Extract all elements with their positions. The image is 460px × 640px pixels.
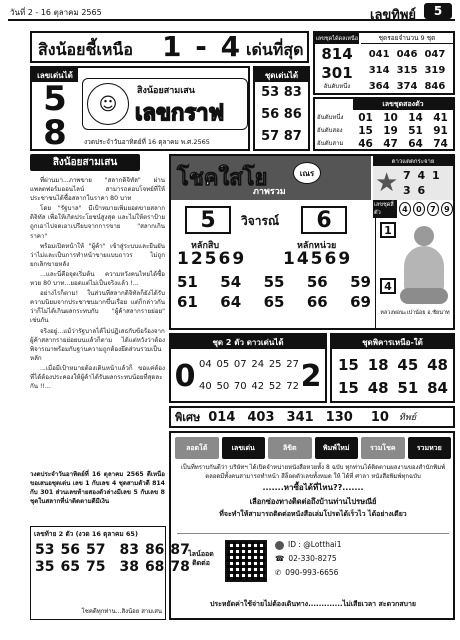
choke-row — [177, 292, 371, 312]
series-right-label: ชุดรอยจำนวน 9 ชุด — [361, 33, 453, 44]
star-value: 40 — [199, 380, 212, 392]
ad-brands — [175, 437, 451, 459]
star-value: 27 — [286, 358, 299, 370]
series-value: 374 — [396, 80, 418, 92]
box-value: 38 — [119, 558, 139, 575]
four-digit: 4 — [399, 202, 411, 216]
ad-contact — [177, 533, 449, 593]
box-value: 78 — [170, 558, 190, 575]
article-box-row — [35, 558, 190, 575]
mobile-row — [275, 566, 385, 580]
series-right-rows — [361, 46, 453, 94]
featured-digit-1: 5 — [43, 79, 67, 119]
units-label: หลักหน่วย — [297, 241, 337, 251]
featured-digit-2: 8 — [43, 113, 67, 153]
special-row — [169, 406, 455, 428]
article-paragraph: พร้อมเปิดหน้าให้ "ผู้ค้า" เข้าสู่ระบบและยืนยันว่าไม่และเป็นการทำหน้าขายแบบถาวร ไม่ถูกยกเลิกขายหลัง — [30, 242, 165, 268]
choke-badge: เณร — [293, 162, 321, 184]
brand-name: เลขทิพย์ — [370, 8, 417, 23]
issue-date: วันที่ 2 - 16 ตุลาคม 2565 — [10, 8, 102, 17]
vijarn-word: วิจารณ์ — [241, 214, 280, 228]
ad-brand: ลิขิต — [268, 437, 312, 459]
choke-value: 59 — [350, 273, 371, 291]
banner-range: 1 - 4 — [162, 30, 243, 63]
choke-rows — [177, 272, 371, 312]
phone-number: 090-993-6656 — [285, 568, 339, 577]
vijarn-row — [175, 206, 371, 234]
box-value: 53 — [35, 541, 55, 558]
article-box-label: เลขท้าย 2 ตัว (งวด 16 ตุลาคม 65) — [34, 530, 138, 538]
ad-brand: รวมโชค — [361, 437, 405, 459]
two-digit-label: เลขชุดสองตัว — [353, 99, 453, 110]
ad-line: เลือกซ่องทางติดต่อถึงบ้านท่านไปรษณีย์ — [249, 497, 377, 506]
choke-value: 65 — [263, 293, 285, 311]
ad-brand: พิมพ์ใหม่ — [315, 437, 359, 459]
star-pairs-box — [169, 333, 327, 403]
series-left-label: เลขชุดได้ดลเหนือ — [315, 33, 359, 44]
star-icon: ★ — [375, 168, 399, 198]
series-value: 314 — [368, 64, 390, 76]
article-paragraph: อย่างไรก็ตาม! ในส่วนที่สลากดิจิทัลก็ยังได้รับความนิยมจากประชาชนมากขึ้นเรื่อย แต่ก็กล่าวกันว่าก็ไม่ได้เกินผลกระทบกับ "ผู้ค้าสลากรายย่อย" เช่นกัน — [30, 290, 165, 325]
contact-list — [275, 538, 385, 580]
ad-line: ที่จะทำให้สามารถติดต่อหนังสือเล่มโปรดได้เร็วไว ได้อย่างเดียว — [219, 510, 407, 518]
special-value: 130 — [325, 409, 353, 425]
box-value: 83 — [119, 541, 139, 558]
two-digit-rows — [315, 111, 453, 150]
article-paragraph: ...เมื่อมีเป้าหมายต้องเดินหน้าแล้วก็ ขอแค่ต้องที่ได้ต้องประคองให้ผู้ค้าได้รับผลกระทบน้อยที่สุดละกัน !!... — [30, 364, 165, 391]
two-digit-value: 41 — [433, 111, 448, 124]
two-digit-value: 74 — [433, 137, 448, 150]
page-number: 5 — [424, 3, 452, 19]
two-digit-value: 15 — [358, 124, 373, 137]
pairs-label: ชุดเด่นได้ — [255, 68, 308, 82]
star-row — [199, 375, 299, 397]
title-banner — [30, 31, 309, 63]
four-label: เลขชุดสี่ตัว — [373, 200, 397, 218]
box-value: 87 — [170, 541, 190, 558]
article-body — [30, 176, 165, 392]
north-value: 15 — [338, 378, 359, 397]
ad-brand: ลอตโต้ — [175, 437, 219, 459]
four-digit: 7 — [427, 202, 439, 216]
two-digit-value: 51 — [408, 124, 423, 137]
banner-left-text: สิงน้อยชี้เหนือ — [38, 40, 133, 59]
box-value: 86 — [144, 541, 165, 558]
monk-panel — [375, 218, 453, 328]
two-digit-box — [313, 97, 455, 151]
box-value: 68 — [144, 558, 165, 575]
special-value: 403 — [247, 409, 275, 425]
star-value: 25 — [268, 358, 282, 370]
pair-digit: 1 — [380, 222, 396, 238]
monk-figure-icon — [400, 226, 448, 306]
page-header — [8, 3, 455, 21]
special-value: 341 — [286, 409, 314, 425]
two-digit-value: 19 — [383, 124, 398, 137]
box-value: 35 — [35, 558, 55, 575]
star-value: 04 — [199, 358, 212, 370]
banner-right-text: เด่นที่สุด — [246, 40, 304, 59]
star-value: 42 — [251, 380, 265, 392]
featured-label: เลขเด่นได้ — [32, 68, 78, 82]
choke-value: 61 — [177, 293, 198, 311]
two-digit-value: 91 — [433, 124, 448, 137]
star-right-digit: 2 — [300, 358, 322, 394]
row-name: อันดับสอง — [317, 126, 343, 134]
pair-value: 53 83 — [261, 85, 302, 100]
choke-header — [171, 156, 371, 200]
article-box-rows — [35, 541, 190, 575]
special-value: 014 — [208, 409, 236, 425]
north-row — [338, 353, 448, 376]
star-value: 52 — [268, 380, 282, 392]
phone-icon: ☎ — [275, 554, 285, 563]
north-value: 51 — [397, 378, 419, 397]
contact-label: ไลน์ออด ติดต่อ — [188, 550, 214, 567]
phone-row — [275, 552, 385, 566]
star-rows — [199, 353, 299, 397]
special-value: 10 — [370, 409, 389, 425]
two-digit-value: 46 — [358, 137, 373, 150]
ad-brand: เลขเด่น — [222, 437, 266, 459]
pair-value: 57 87 — [261, 129, 302, 144]
vijarn-right: 6 — [301, 206, 347, 234]
two-digit-value: 47 — [383, 137, 398, 150]
tens-value: 12569 — [177, 249, 247, 269]
star-value: 05 — [216, 358, 230, 370]
star-value: 50 — [216, 380, 230, 392]
choke-value: 56 — [306, 273, 328, 291]
choke-four — [373, 202, 453, 216]
choke-value: 55 — [263, 273, 285, 291]
north-pairs-label: ชุดพิคารเหนือ-ใต้ — [332, 335, 453, 349]
article-signature: โชคดีทุกท่าน...สิงน้อย สามเสน — [81, 608, 162, 615]
north-value: 84 — [427, 378, 448, 397]
article-paragraph: ที่ผ่านมา...ภาพขาย "สลากดิจิทัล" ผ่านแพลตฟอร์มออนไลน์ สามารถตอบโจทย์ที่ให้ประชาชนได้ซื้อสลากในราคา 80 บาท — [30, 177, 165, 203]
logo-top-text: สิงน้อยสามเสน — [137, 86, 195, 96]
north-value: 48 — [367, 378, 389, 397]
tens-label: หลักสิบ — [191, 241, 220, 251]
north-rows — [338, 353, 448, 399]
row-name: อันดับหนึ่ง — [317, 113, 344, 121]
choke-title: โชคใสโย — [177, 166, 268, 191]
series-value: 364 — [368, 80, 390, 92]
article-paragraph: โดย "รัฐบาล" มีเป้าหมายเพิ่มยอดขายสลากดิจิทัล เพื่อให้เกิดประโยชน์สูงสุด และไม่ให้ตราป้ายถูกเอาไปจดเอาเปรียบจากการขาย "สลากเกินราคา" — [30, 205, 165, 240]
mobile-icon: ✆ — [275, 568, 282, 577]
north-value: 48 — [427, 355, 448, 374]
box-value: 57 — [85, 541, 106, 558]
four-digit: 0 — [413, 202, 425, 216]
series-row — [361, 46, 453, 62]
article-paragraph: จริงอยู่...แม้ว่ารัฐบาลได้ไม่ปฏิเสธกับข้อร้องจากผู้ค้าสลากรายย่อยบนแล้วก็ตาม ได้แต่หวังว่าต้องพิจารณาพร้อมกับฐานความถูกต้องยึดส่วนรวมเป็นหลัก — [30, 327, 165, 362]
north-pairs-box — [330, 333, 455, 403]
four-digit: 9 — [441, 202, 453, 216]
choke-top-label: ดาวแดดกระจาย — [373, 156, 453, 166]
ad-text — [177, 463, 449, 520]
line-id-row — [275, 538, 385, 552]
choke-value: 69 — [350, 293, 371, 311]
featured-logo — [82, 78, 248, 130]
two-digit-value: 10 — [383, 111, 398, 124]
series-value: 315 — [396, 64, 418, 76]
box-value: 65 — [60, 558, 80, 575]
two-digit-row — [315, 124, 453, 137]
series-value: 846 — [424, 80, 446, 92]
logo-main-text: เลขกราฟ — [135, 100, 225, 126]
ad-brand: รวมหวย — [408, 437, 452, 459]
ad-section — [169, 431, 455, 620]
two-digit-row — [315, 137, 453, 150]
featured-box — [30, 66, 250, 151]
line-id: ID : @Lotthai1 — [288, 540, 342, 549]
two-digit-value: 64 — [408, 137, 423, 150]
north-value: 18 — [367, 355, 389, 374]
series-value: 319 — [424, 64, 446, 76]
choke-side-number: 7 4 1 3 6 — [403, 169, 440, 197]
pair-digit: 4 — [380, 278, 396, 294]
article-title: สิงน้อยสามเสน — [30, 154, 140, 171]
choke-value: 64 — [220, 293, 242, 311]
choke-panel — [169, 154, 455, 330]
series-left-value: 814 — [321, 45, 353, 63]
ad-line: .......หาซื้อได้ที่ไหน??....... — [262, 483, 364, 492]
pair-value: 56 86 — [261, 107, 302, 122]
north-value: 45 — [397, 355, 419, 374]
series-value: 046 — [396, 48, 418, 60]
star-left-digit: 0 — [174, 358, 196, 394]
ad-line: เป็นที่ทราบกันดีว่า บริษัทฯ ได้เปิดจำหน่ายหนังสือหวยทั้ง 8 ฉบับ ทุกท่านได้ติดตามผลงานของสำนักพิมพ์ — [180, 464, 446, 471]
article-summary: วงดประจำวันอาทิตย์ที่ 16 ตุลาคม 2565 ดีเหนือ ขอเสนอชุดเด่น เลข 1 กับเลข 4 ชุดสามตัวดี 814 กับ 301 ส่วนเลขท้ายสองตัวล่างมีเลข 5 กับเลข 8 ชุดในสลากที่น่าติดตามดีมีเงิน — [30, 471, 165, 506]
star-value: 70 — [233, 380, 247, 392]
article-number-box — [30, 526, 190, 620]
line-app-icon — [275, 541, 284, 550]
choke-side — [373, 156, 453, 200]
vijarn-left: 5 — [185, 206, 231, 234]
monk-face-icon: ☺ — [87, 83, 129, 125]
star-value: 24 — [251, 358, 265, 370]
two-digit-value: 14 — [408, 111, 423, 124]
series-box — [313, 31, 455, 95]
north-value: 15 — [338, 355, 359, 374]
series-row — [361, 62, 453, 78]
star-pairs-label: ชุด 2 ตัว ดาวเด่นได้ — [171, 335, 325, 349]
box-value: 75 — [85, 558, 106, 575]
choke-subtitle: ภาพรวม — [253, 187, 286, 197]
special-stamp: ทิพย์ — [398, 413, 417, 423]
pairs-box — [253, 66, 310, 151]
two-digit-row — [315, 111, 453, 124]
box-value: 56 — [60, 541, 80, 558]
two-digit-value: 01 — [358, 111, 373, 124]
series-value: 041 — [368, 48, 390, 60]
article-box-row — [35, 541, 190, 558]
special-label: พิเศษ — [175, 411, 201, 424]
featured-date-caption: งวดประจำวันอาทิตย์ที่ 16 ตุลาคม พ.ศ.2565 — [84, 138, 210, 146]
row-name: อันดับสาม — [317, 139, 344, 147]
series-left-value: 301 — [321, 64, 353, 82]
units-value: 14569 — [283, 249, 353, 269]
qr-code-icon — [225, 540, 267, 582]
star-value: 72 — [286, 380, 299, 392]
star-value: 07 — [233, 358, 247, 370]
north-row — [338, 376, 448, 399]
choke-value: 66 — [306, 293, 328, 311]
star-row — [199, 353, 299, 375]
phone-number: 02-330-8275 — [288, 554, 337, 563]
choke-value: 51 — [177, 273, 198, 291]
choke-row — [177, 272, 371, 292]
ad-footer: ประหยัดค่าใช้จ่ายไม่ต้องเดินทาง.............ไม่เสียเวลา สะดวกสบาย — [209, 600, 417, 608]
ad-line: ตลอดมีทั้งคนสามารถทำหน้า สีล็อตตัวเลขทั้งหมด ให้ ได้ที่ ศาลา หนังสือพิมพ์ทุกฉบับ — [205, 473, 421, 480]
monk-caption: หลวงพ่อนะเปาน้อย อ.ชัยนาท — [380, 310, 450, 316]
choke-value: 54 — [220, 273, 242, 291]
series-row — [361, 78, 453, 94]
series-value: 047 — [424, 48, 446, 60]
series-left-caption: อันดับหนึ่ง — [323, 83, 351, 90]
article-paragraph: ...และนี่คือจุดเริ่มต้น ความหวังคนไทยได้ซื้อหวย 80 บาท...ยอดแต่ไม่เป็นจริงแล้ว !... — [30, 270, 165, 288]
